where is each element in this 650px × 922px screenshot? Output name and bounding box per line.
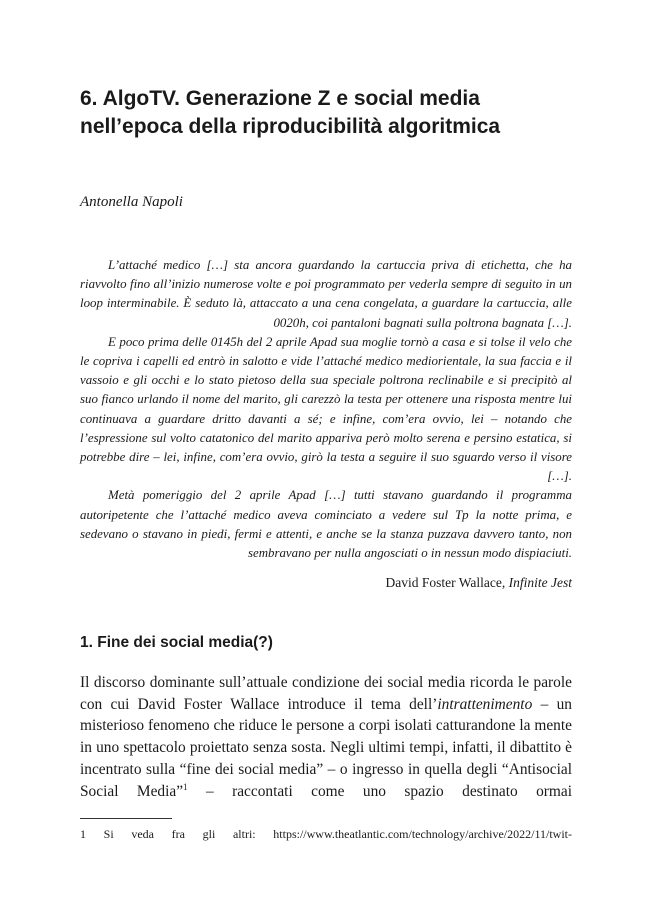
body-italic-term: intrattenimento: [437, 695, 533, 713]
body-text-segment: – raccontati come uno spazio destinato ormai: [187, 782, 573, 800]
body-text: [80, 672, 572, 802]
epigraph-source-work: Infinite Jest: [508, 575, 572, 590]
section-heading: 1. Fine dei social media(?): [80, 634, 273, 651]
body-text-segment: Il discorso dominante sull’attuale condizione dei social media ricorda le parole con cui David Foster Wallace introduce il tema dell’: [80, 674, 572, 713]
body-text-segment: – un misterioso fenomeno che riduce le persone a corpi isolati catturandone la mente in uno spettacolo proiettato senza sosta. Negli ultimi tempi, infatti, il dibattito è incentrato sulla “fine dei social media” – o ingresso in quella degli “Antisocial Social Media”: [80, 695, 572, 800]
epigraph-paragraph: E poco prima delle 0145h del 2 aprile Apad sua moglie tornò a casa e si tolse il velo che le copriva i capelli ed entrò in salotto e vide l’attaché medico mediorientale, la sua faccia e il vassoio e gli occhi e lo stato pietoso della sua speciale poltrona reclinabile e si precipitò al suo fianco urlando il nome del marito, gli carezzò la testa per ottenere una risposta mentre lui continuava a guardare dritto davanti a sé; e infine, com’era ovvio, lei – notando che l’espressione sul volto catatonico del marito appariva però molto serena e persino estatica, si potrebbe dire – lei, infine, com’era ovvio, girò la testa a seguire il suo sguardo verso il visore […].: [80, 334, 572, 484]
epigraph-paragraph: L’attaché medico […] sta ancora guardando la cartuccia priva di etichetta, che ha riavvolto fino all’inizio numerose volte e poi programmato per vederla sempre di seguito in un loop interminabile. È seduto là, attaccato a una cena congelata, a guardare la cartuccia, alle 0020h, coi pantaloni bagnati sulla poltrona bagnata […].: [80, 258, 572, 330]
footnote-reference[interactable]: 1: [183, 781, 188, 792]
footnote: 1 Si veda fra gli altri: https://www.theatlantic.com/technology/archive/2022/11/twit-: [80, 827, 572, 841]
epigraph-paragraph: Metà pomeriggio del 2 aprile Apad […] tutti stavano guardando il programma autoripetente che l’attaché medico aveva cominciato a vedere sul Tp la notte prima, e sedevano o stavano in piedi, fermi e attenti, e anche se la stanza puzzava davvero tanto, non sembravano per nulla angosciati o in nessun modo dispiaciuti.: [80, 488, 572, 561]
chapter-author: Antonella Napoli: [80, 194, 183, 210]
epigraph-attribution: [386, 574, 573, 592]
epigraph-source-author: David Foster Wallace,: [385, 575, 506, 590]
epigraph-quote: [80, 256, 572, 563]
footnote-divider: [80, 818, 172, 819]
body-paragraph: [80, 672, 572, 802]
chapter-title: 6. AlgoTV. Generazione Z e social media nell’epoca della riproducibilità algoritmica: [80, 87, 501, 138]
